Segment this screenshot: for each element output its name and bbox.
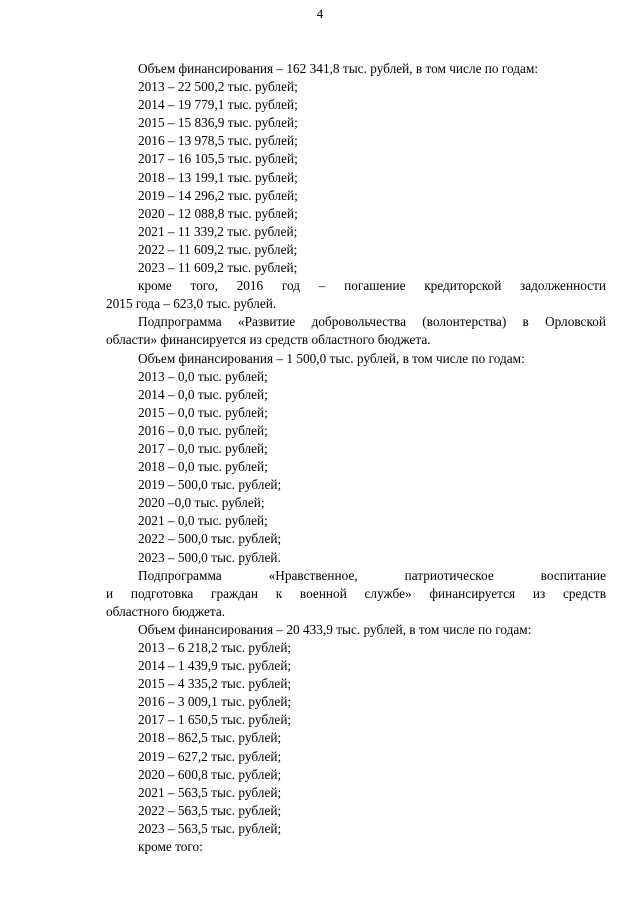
year-line: 2020 – 12 088,8 тыс. рублей; <box>138 205 298 221</box>
year-line: 2023 – 563,5 тыс. рублей; <box>138 820 282 836</box>
section2-intro-line2: области» финансируется из средств областного бюджета. <box>106 332 431 348</box>
year-line: 2016 – 0,0 тыс. рублей; <box>138 422 268 438</box>
year-line: 2022 – 563,5 тыс. рублей; <box>138 802 282 818</box>
year-line: 2016 – 13 978,5 тыс. рублей; <box>138 133 298 149</box>
year-line: 2013 – 0,0 тыс. рублей; <box>138 368 268 384</box>
year-line: 2014 – 1 439,9 тыс. рублей; <box>138 658 292 674</box>
section3-intro-line2: и подготовка граждан к военной службе» финансируется из средств <box>106 585 606 601</box>
year-line: 2017 – 16 105,5 тыс. рублей; <box>138 151 298 167</box>
section1-extra-line1: кроме того, 2016 год – погашение кредиторской задолженности <box>138 278 606 294</box>
section3-intro-line3: областного бюджета. <box>106 603 226 619</box>
page-number: 4 <box>316 6 324 21</box>
year-line: 2022 – 11 609,2 тыс. рублей; <box>138 241 298 257</box>
section1-extra-line2: 2015 года – 623,0 тыс. рублей. <box>106 296 277 312</box>
year-line: 2015 – 15 836,9 тыс. рублей; <box>138 115 298 131</box>
year-line: 2014 – 0,0 тыс. рублей; <box>138 386 268 402</box>
section3-years <box>106 639 606 838</box>
year-line: 2016 – 3 009,1 тыс. рублей; <box>138 694 292 710</box>
section1-total: Объем финансирования – 162 341,8 тыс. рублей, в том числе по годам: <box>138 61 539 76</box>
section2-years <box>106 368 606 567</box>
year-line: 2022 – 500,0 тыс. рублей; <box>138 531 282 547</box>
section2-total: Объем финансирования – 1 500,0 тыс. рублей, в том числе по годам: <box>138 350 525 366</box>
year-line: 2013 – 6 218,2 тыс. рублей; <box>138 640 292 655</box>
year-line: 2021 – 563,5 тыс. рублей; <box>138 784 282 800</box>
year-line: 2021 – 0,0 тыс. рублей; <box>138 513 268 529</box>
year-line: 2018 – 13 199,1 тыс. рублей; <box>138 169 298 185</box>
year-line: 2015 – 4 335,2 тыс. рублей; <box>138 676 292 692</box>
year-line: 2015 – 0,0 тыс. рублей; <box>138 404 268 420</box>
document-body <box>106 60 606 856</box>
section3-intro-line1: Подпрограмма «Нравственное, патриотическое воспитание <box>138 567 606 583</box>
section2-intro-line1: Подпрограмма «Развитие добровольчества (волонтерства) в Орловской <box>138 314 606 330</box>
year-line: 2020 – 600,8 тыс. рублей; <box>138 766 282 782</box>
section3-total: Объем финансирования – 20 433,9 тыс. рублей, в том числе по годам: <box>138 621 532 637</box>
year-line: 2019 – 500,0 тыс. рублей; <box>138 477 282 493</box>
year-line: 2017 – 0,0 тыс. рублей; <box>138 440 268 456</box>
year-line: 2017 – 1 650,5 тыс. рублей; <box>138 712 292 728</box>
year-line: 2018 – 0,0 тыс. рублей; <box>138 459 268 475</box>
section1-years <box>106 78 606 277</box>
year-line: 2023 – 500,0 тыс. рублей. <box>138 549 281 565</box>
year-line: 2019 – 627,2 тыс. рублей; <box>138 748 282 764</box>
year-line: 2020 –0,0 тыс. рублей; <box>138 495 265 511</box>
year-line: 2019 – 14 296,2 тыс. рублей; <box>138 187 298 203</box>
year-line: 2014 – 19 779,1 тыс. рублей; <box>138 97 298 113</box>
year-line: 2018 – 862,5 тыс. рублей; <box>138 730 282 746</box>
year-line: 2021 – 11 339,2 тыс. рублей; <box>138 223 298 239</box>
section3-closing: кроме того: <box>138 839 203 855</box>
year-line: 2023 – 11 609,2 тыс. рублей; <box>138 260 298 276</box>
year-line: 2013 – 22 500,2 тыс. рублей; <box>138 79 298 95</box>
